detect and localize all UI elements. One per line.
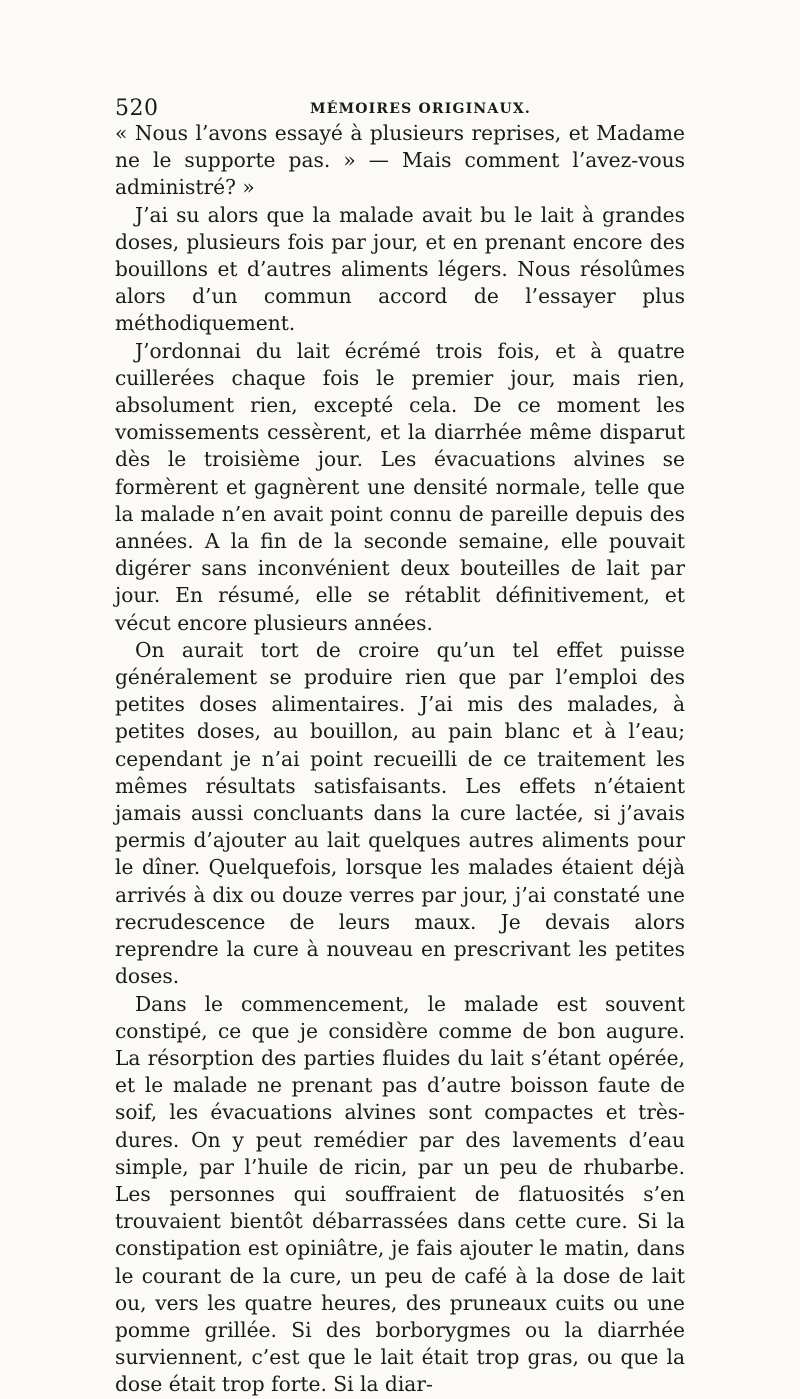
paragraph-5: Dans le commencement, le malade est souvent constipé, ce que je considère comme de bon augure. La résorption des parties fluides du lait s’étant opérée, et le malade ne prenant pas d’autre boisson faute de soif, les évacuations alvines sont compactes et très-dures. On y peut remédier par des lavements d’eau simple, par l’huile de ricin, par un peu de rhubarbe. Les personnes qui souffraient de flatuosités s’en trouvaient bientôt débarrassées dans cette cure. Si la constipation est opiniâtre, je fais ajouter le matin, dans le courant de la cure, un peu de café à la dose de lait ou, vers les quatre heures, des pruneaux cuits ou une pomme grillée. Si des borborygmes ou la diarrhée surviennent, c’est que le lait était trop gras, ou que la dose était trop forte. Si la diar-: [115, 991, 685, 1397]
paragraph-1: « Nous l’avons essayé à plusieurs reprises, et Madame ne le supporte pas. » — Mais comment l’avez-vous administré? »: [115, 121, 685, 200]
body-text: [115, 120, 685, 1399]
paragraph-3: J’ordonnai du lait écrémé trois fois, et à quatre cuillerées chaque fois le premier jour, mais rien, absolument rien, excepté cela. De ce moment les vomissements cessèrent, et la diarrhée même disparut dès le troisième jour. Les évacuations alvines se formèrent et gagnèrent une densité normale, telle que la malade n’en avait point connu de pareille depuis des années. A la fin de la seconde semaine, elle pouvait digérer sans inconvénient deux bouteilles de lait par jour. En résumé, elle se rétablit définitivement, et vécut encore plusieurs années.: [115, 338, 685, 635]
paragraph-2: J’ai su alors que la malade avait bu le lait à grandes doses, plusieurs fois par jour, et en prenant encore des bouillons et d’autres aliments légers. Nous résolûmes alors d’un commun accord de l’essayer plus méthodiquement.: [115, 202, 685, 336]
paragraph-4: On aurait tort de croire qu’un tel effet puisse généralement se produire rien que par l’emploi des petites doses alimentaires. J’ai mis des malades, à petites doses, au bouillon, au pain blanc et à l’eau; cependant je n’ai point recueilli de ce traitement les mêmes résultats satisfaisants. Les effets n’étaient jamais aussi concluants dans la cure lactée, si j’avais permis d’ajouter au lait quelques autres aliments pour le dîner. Quelquefois, lorsque les malades étaient déjà arrivés à dix ou douze verres par jour, j’ai constaté une recrudescence de leurs maux. Je devais alors reprendre la cure à nouveau en prescrivant les petites doses.: [115, 637, 685, 989]
running-title: MÉMOIRES ORIGINAUX.: [310, 101, 531, 117]
page-number: 520: [115, 96, 159, 121]
